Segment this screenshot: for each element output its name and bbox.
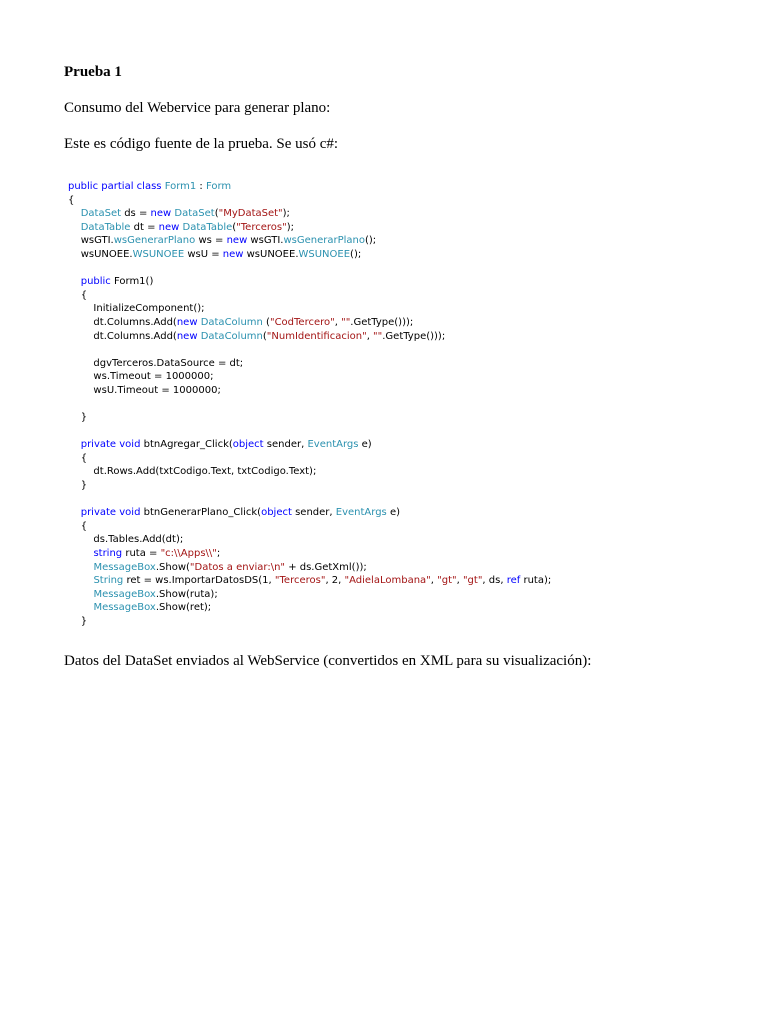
code-token: , <box>430 575 438 587</box>
code-line <box>68 411 728 425</box>
code-token <box>68 208 81 219</box>
code-token: , ds, <box>482 575 507 587</box>
heading: Prueba 1 <box>64 64 122 80</box>
code-line <box>68 248 728 262</box>
code-token: { <box>68 289 88 301</box>
code-token: ws.Timeout = 1000000; <box>68 371 214 383</box>
code-token: EventArgs <box>307 439 359 451</box>
code-token: private <box>80 507 117 519</box>
code-line <box>68 384 728 398</box>
code-line <box>68 425 728 439</box>
code-token: partial <box>101 181 134 192</box>
code-token: btnAgregar_Click( <box>140 439 233 451</box>
code-line <box>68 438 728 452</box>
code-token <box>68 222 81 233</box>
code-token: "Terceros" <box>274 575 326 587</box>
code-token: btnGenerarPlano_Click( <box>140 507 262 519</box>
code-token: dt.Columns.Add( <box>68 330 177 342</box>
code-token: Form1() <box>110 276 154 288</box>
code-line <box>68 330 728 344</box>
code-line <box>68 221 728 235</box>
code-token: DataColumn <box>200 330 263 342</box>
paragraph-source-code: Este es código fuente de la prueba. Se usó c#: <box>64 136 339 152</box>
code-token: WSUNOEE <box>132 248 185 260</box>
code-token: { <box>68 452 88 464</box>
code-token: "CodTercero" <box>269 316 335 328</box>
code-line <box>68 493 728 507</box>
code-line <box>68 533 728 547</box>
code-token: ); <box>282 208 290 220</box>
code-token: wsU = <box>184 248 223 260</box>
code-token: ); <box>286 221 294 233</box>
code-token: DataTable <box>182 221 233 233</box>
code-token: (); <box>364 235 377 247</box>
code-token <box>68 276 81 287</box>
code-token: "gt" <box>462 575 483 587</box>
code-token: : <box>196 181 206 192</box>
code-token: (); <box>350 248 362 260</box>
code-line <box>68 398 728 412</box>
code-token: wsGTI. <box>247 235 284 247</box>
code-token: ; <box>216 548 221 560</box>
code-line <box>68 452 728 466</box>
code-token: "gt" <box>437 575 457 587</box>
code-token: private <box>80 439 117 451</box>
code-token: MessageBox <box>93 561 156 573</box>
code-line <box>68 207 728 221</box>
code-token: dt.Rows.Add(txtCodigo.Text, txtCodigo.Text); <box>68 466 317 478</box>
code-token: dt = <box>130 221 159 233</box>
code-token: wsGTI. <box>68 235 114 247</box>
code-token: DataColumn <box>200 316 263 328</box>
code-token: void <box>119 439 141 451</box>
code-line <box>68 561 728 575</box>
code-line <box>68 547 728 561</box>
code-token: MessageBox <box>93 588 156 600</box>
code-token: ( <box>214 208 219 220</box>
code-line <box>68 479 728 493</box>
code-line <box>68 316 728 330</box>
code-token: "MyDataSet" <box>218 208 283 220</box>
code-token: .GetType())); <box>350 316 414 328</box>
code-token: , <box>334 316 342 328</box>
code-token: new <box>158 221 180 233</box>
code-token <box>68 548 93 559</box>
code-line <box>68 302 728 316</box>
code-line <box>68 465 728 479</box>
code-token: ( <box>232 221 237 233</box>
code-line <box>68 343 728 357</box>
code-line <box>68 275 728 289</box>
code-token <box>68 507 81 518</box>
code-token: ws = <box>195 235 227 247</box>
code-token: dt.Columns.Add( <box>68 316 177 328</box>
code-token: "Datos a enviar:\n" <box>189 561 286 573</box>
code-line <box>68 520 728 534</box>
code-token: ref <box>506 575 521 587</box>
code-token: .Show(ruta); <box>155 588 218 600</box>
code-token: e) <box>386 507 400 519</box>
code-token <box>68 602 93 613</box>
code-token: new <box>176 316 198 328</box>
code-token: new <box>222 248 244 260</box>
code-token: wsUNOEE. <box>243 248 299 260</box>
code-token <box>68 589 93 600</box>
code-token: wsUNOEE. <box>68 248 133 260</box>
code-token: WSUNOEE <box>298 248 351 260</box>
code-line <box>68 194 728 208</box>
code-token: .Show( <box>155 561 190 573</box>
code-token: ds.Tables.Add(dt); <box>68 534 184 546</box>
code-token: class <box>136 181 162 192</box>
code-token: "NumIdentificacion" <box>266 330 367 342</box>
code-token: MessageBox <box>93 602 156 614</box>
code-token: , <box>366 330 374 342</box>
code-token: .GetType())); <box>382 330 446 342</box>
code-token: Form <box>205 181 232 192</box>
code-token: ( <box>262 330 267 342</box>
paragraph-dataset-xml: Datos del DataSet enviados al WebService (convertidos en XML para su visualización): <box>64 653 592 669</box>
paragraph-webservice: Consumo del Webervice para generar plano: <box>64 100 331 116</box>
code-token: ( <box>262 316 270 328</box>
code-line <box>68 574 728 588</box>
code-token: "AdielaLombana" <box>344 575 431 587</box>
code-token: } <box>68 412 88 424</box>
code-line <box>68 588 728 602</box>
code-token: } <box>68 480 88 492</box>
code-token: wsGenerarPlano <box>113 235 196 247</box>
code-line <box>68 506 728 520</box>
code-token <box>68 439 81 450</box>
code-line <box>68 289 728 303</box>
code-token: String <box>93 575 124 587</box>
code-line <box>68 357 728 371</box>
code-token: , <box>456 575 463 587</box>
code-screenshot <box>68 180 728 629</box>
code-token: "Terceros" <box>236 221 287 233</box>
code-line <box>68 615 728 629</box>
code-token: new <box>226 235 248 247</box>
code-token: public <box>80 276 111 288</box>
code-token: ds = <box>121 208 151 220</box>
code-token: , 2, <box>325 575 345 587</box>
code-token: object <box>261 507 292 519</box>
code-token: { <box>68 194 75 206</box>
code-line <box>68 262 728 276</box>
code-token: public <box>68 181 99 192</box>
code-token: e) <box>358 439 372 451</box>
code-token: EventArgs <box>335 507 387 519</box>
code-token: ruta = <box>122 548 161 560</box>
code-token: ret = ws.ImportarDatosDS(1, <box>123 575 275 587</box>
code-token: sender, <box>291 507 336 519</box>
code-token: ruta); <box>520 575 552 587</box>
code-token: sender, <box>263 439 308 451</box>
code-token: InitializeComponent(); <box>68 303 205 315</box>
code-token: DataSet <box>174 208 215 220</box>
code-token: new <box>176 330 198 342</box>
code-line <box>68 234 728 248</box>
code-token: .Show(ret); <box>155 602 212 614</box>
code-token <box>68 575 93 586</box>
code-token: DataTable <box>80 221 131 233</box>
code-line <box>68 601 728 615</box>
code-token: wsGenerarPlano <box>283 235 365 247</box>
code-line <box>68 180 728 194</box>
code-token: "" <box>373 330 383 342</box>
code-token: string <box>93 548 123 560</box>
code-token: Form1 <box>164 181 197 192</box>
code-token: "" <box>341 316 351 328</box>
code-token <box>68 562 93 573</box>
code-line <box>68 370 728 384</box>
code-token: wsU.Timeout = 1000000; <box>68 384 221 396</box>
code-token: void <box>119 507 141 519</box>
code-token: + ds.GetXml()); <box>285 561 367 573</box>
code-token: dgvTerceros.DataSource = dt; <box>68 357 244 369</box>
code-token: } <box>68 616 88 627</box>
code-token: { <box>68 520 88 532</box>
code-token: object <box>232 439 264 451</box>
code-token: DataSet <box>80 208 122 220</box>
code-token: new <box>150 208 172 220</box>
code-token: "c:\\Apps\\" <box>160 548 217 560</box>
